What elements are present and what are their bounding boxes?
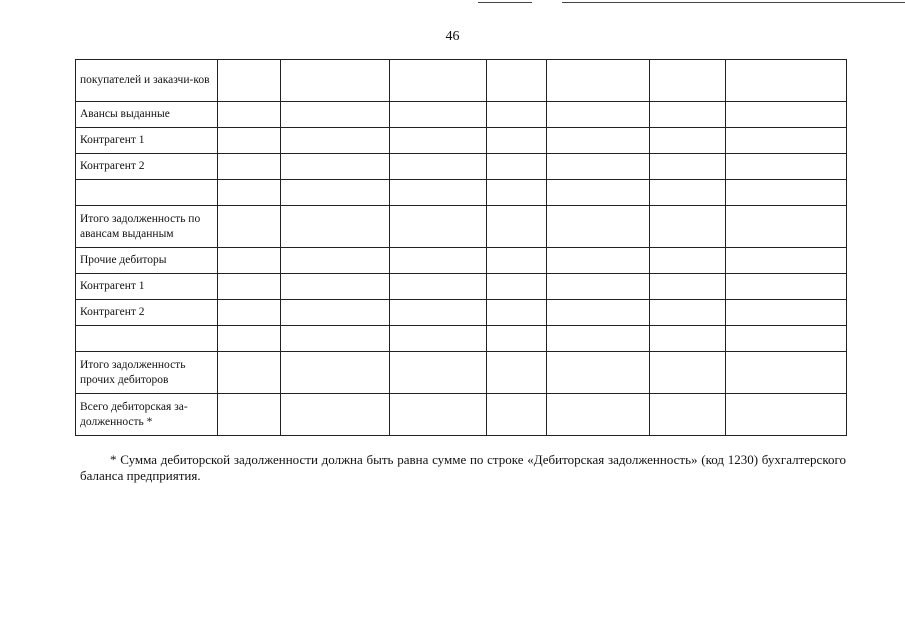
table-cell bbox=[547, 60, 650, 102]
table-row bbox=[76, 180, 847, 206]
table-cell bbox=[218, 206, 281, 248]
table-cell bbox=[547, 326, 650, 352]
table-cell bbox=[281, 102, 390, 128]
table-cell bbox=[281, 180, 390, 206]
table-cell bbox=[547, 154, 650, 180]
row-label: Контрагент 1 bbox=[76, 274, 218, 300]
table-cell bbox=[390, 180, 487, 206]
table-cell bbox=[218, 60, 281, 102]
table-row bbox=[76, 248, 847, 274]
table-cell bbox=[218, 248, 281, 274]
table-cell bbox=[650, 102, 726, 128]
footnote: * Сумма дебиторской задолженности должна быть равна сумме по строке «Дебиторская задолженность» (код 1230) бухгалтерского баланса предприятия. bbox=[80, 452, 846, 483]
table-cell bbox=[281, 60, 390, 102]
row-label bbox=[76, 326, 218, 352]
row-label: Контрагент 2 bbox=[76, 154, 218, 180]
table-cell bbox=[218, 300, 281, 326]
table-cell bbox=[390, 206, 487, 248]
table-cell bbox=[281, 300, 390, 326]
table-row bbox=[76, 102, 847, 128]
row-label: покупателей и заказчи-ков bbox=[76, 60, 218, 102]
table-row bbox=[76, 60, 847, 102]
table-cell bbox=[390, 352, 487, 394]
table-cell bbox=[726, 154, 847, 180]
table-cell bbox=[487, 206, 547, 248]
table-row bbox=[76, 154, 847, 180]
table-cell bbox=[547, 394, 650, 436]
row-label: Прочие дебиторы bbox=[76, 248, 218, 274]
table-cell bbox=[726, 248, 847, 274]
table-row bbox=[76, 352, 847, 394]
table-cell bbox=[390, 128, 487, 154]
table-cell bbox=[547, 274, 650, 300]
table-cell bbox=[650, 60, 726, 102]
table-cell bbox=[487, 248, 547, 274]
table-row bbox=[76, 274, 847, 300]
table-row bbox=[76, 394, 847, 436]
table-cell bbox=[281, 326, 390, 352]
table-cell bbox=[390, 154, 487, 180]
table-cell bbox=[547, 300, 650, 326]
row-label: Итого задолженность прочих дебиторов bbox=[76, 352, 218, 394]
table-cell bbox=[726, 326, 847, 352]
table-cell bbox=[487, 180, 547, 206]
table-cell bbox=[650, 180, 726, 206]
table-cell bbox=[218, 180, 281, 206]
table-row bbox=[76, 128, 847, 154]
table-cell bbox=[726, 274, 847, 300]
table-cell bbox=[650, 352, 726, 394]
table-cell bbox=[650, 154, 726, 180]
row-label: Контрагент 2 bbox=[76, 300, 218, 326]
table-cell bbox=[281, 352, 390, 394]
table-cell bbox=[547, 102, 650, 128]
table-cell bbox=[726, 206, 847, 248]
table-cell bbox=[390, 60, 487, 102]
table-cell bbox=[547, 180, 650, 206]
row-label: Авансы выданные bbox=[76, 102, 218, 128]
table-cell bbox=[390, 248, 487, 274]
table-cell bbox=[650, 300, 726, 326]
table-cell bbox=[487, 154, 547, 180]
table-cell bbox=[487, 128, 547, 154]
table-cell bbox=[726, 352, 847, 394]
table-cell bbox=[281, 394, 390, 436]
table-cell bbox=[726, 102, 847, 128]
table-cell bbox=[650, 206, 726, 248]
top-rule-right bbox=[562, 2, 905, 3]
table-cell bbox=[487, 300, 547, 326]
table-cell bbox=[547, 128, 650, 154]
table-cell bbox=[218, 102, 281, 128]
table-cell bbox=[650, 248, 726, 274]
table-cell bbox=[487, 394, 547, 436]
table-cell bbox=[390, 326, 487, 352]
table-cell bbox=[726, 60, 847, 102]
table-cell bbox=[650, 274, 726, 300]
table-cell bbox=[390, 394, 487, 436]
table-cell bbox=[218, 274, 281, 300]
table-cell bbox=[218, 154, 281, 180]
table-cell bbox=[650, 128, 726, 154]
table-cell bbox=[487, 326, 547, 352]
table-cell bbox=[547, 206, 650, 248]
table-cell bbox=[218, 128, 281, 154]
table-cell bbox=[487, 352, 547, 394]
table-cell bbox=[281, 154, 390, 180]
table-cell bbox=[218, 326, 281, 352]
row-label: Всего дебиторская за-долженность * bbox=[76, 394, 218, 436]
table-cell bbox=[218, 394, 281, 436]
table-cell bbox=[726, 394, 847, 436]
row-label: Контрагент 1 bbox=[76, 128, 218, 154]
table-row bbox=[76, 206, 847, 248]
page-number: 46 bbox=[445, 29, 460, 44]
table-cell bbox=[218, 352, 281, 394]
table-cell bbox=[547, 248, 650, 274]
table-cell bbox=[281, 248, 390, 274]
row-label bbox=[76, 180, 218, 206]
table-cell bbox=[487, 60, 547, 102]
row-label: Итого задолженность по авансам выданным bbox=[76, 206, 218, 248]
receivables-table bbox=[75, 59, 847, 436]
table-cell bbox=[390, 300, 487, 326]
table-cell bbox=[487, 102, 547, 128]
table-cell bbox=[547, 352, 650, 394]
table-cell bbox=[650, 394, 726, 436]
table-cell bbox=[281, 128, 390, 154]
table-cell bbox=[390, 102, 487, 128]
table-cell bbox=[390, 274, 487, 300]
table-cell bbox=[281, 206, 390, 248]
table-cell bbox=[726, 128, 847, 154]
top-rule-left bbox=[478, 2, 532, 3]
table-cell bbox=[487, 274, 547, 300]
table-cell bbox=[726, 300, 847, 326]
receivables-table-body bbox=[76, 60, 847, 436]
table-cell bbox=[281, 274, 390, 300]
table-cell bbox=[650, 326, 726, 352]
table-cell bbox=[726, 180, 847, 206]
table-row bbox=[76, 326, 847, 352]
table-row bbox=[76, 300, 847, 326]
